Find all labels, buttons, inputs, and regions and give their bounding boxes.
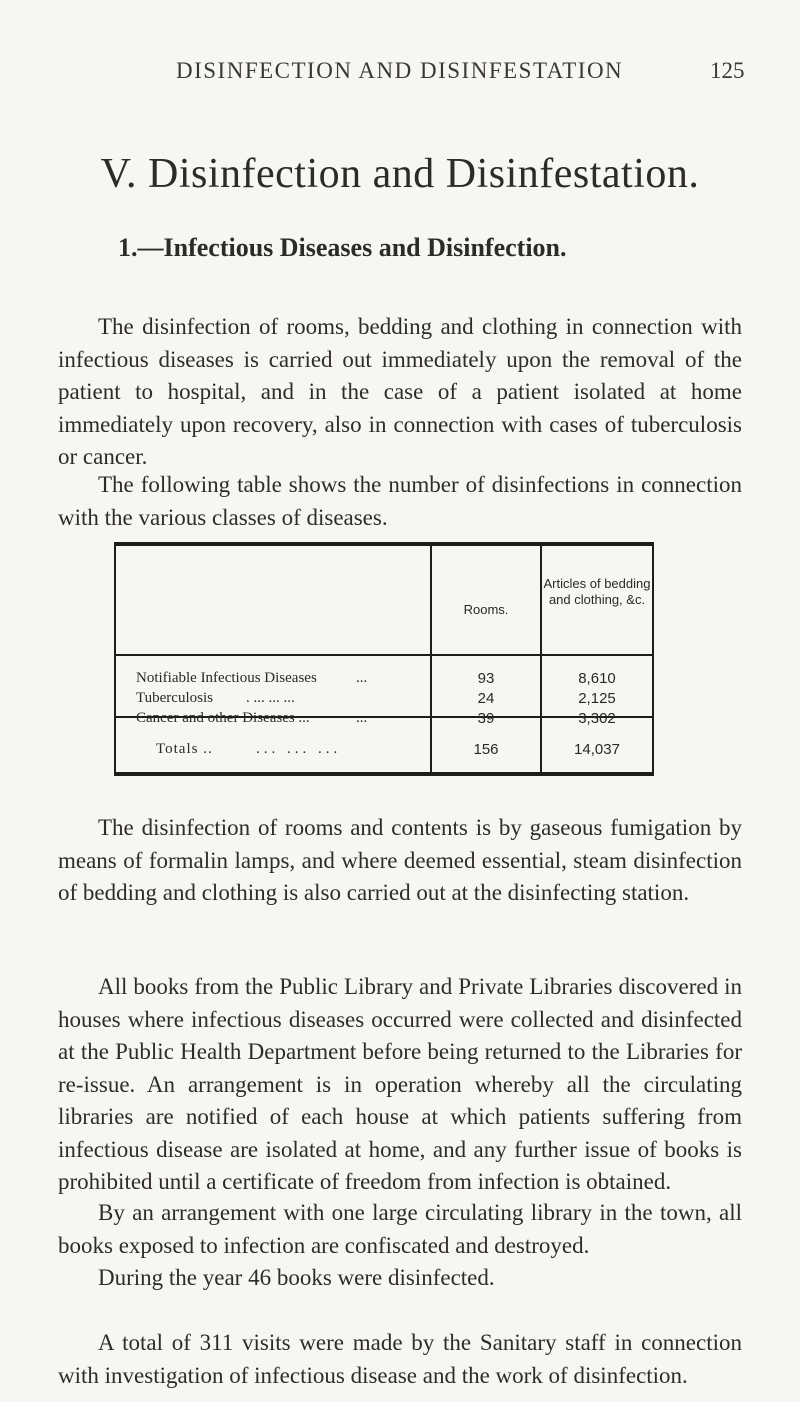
page-number: 125 (710, 58, 745, 83)
articles-value: 2,125 (578, 690, 616, 707)
paragraph-1: The disinfection of rooms, bedding and clothing in connection with infectious diseases is carried out immediately upon the removal of the patient to hospital, and in the case of a patient isolated at home immediately upon recovery, also in connection with cases of tuberculosis or cancer. (58, 314, 742, 469)
totals-articles: 14,037 (574, 741, 620, 758)
paragraph-2: The following table shows the number of disinfections in connection with the various classes of diseases. (58, 472, 742, 530)
header-articles: Articles of bedding and clothing, &c. (543, 576, 651, 607)
paragraph-5: By an arrangement with one large circulating library in the town, all books exposed to infection are confiscated and destroyed. (58, 1200, 742, 1258)
running-title: DISINFECTION AND DISINFESTATION (176, 58, 624, 83)
paragraph-3: The disinfection of rooms and contents is by gaseous fumigation by means of formalin lamps, and where deemed essential, steam disinfection of bedding and clothing is also carried out at the disinfecting station. (58, 815, 742, 905)
row-leader: . ... ... ... (246, 690, 295, 706)
row-leader: ... (356, 670, 368, 686)
chapter-title: V. Disinfection and Disinfestation. (100, 151, 700, 197)
paragraph-4: All books from the Public Library and Private Libraries discovered in houses where infectious diseases occurred were collected and disinfected at the Public Health Department before being returned to the Libraries for re-issue. An arrangement is in operation whereby all the circulating libraries are notified of each house at which patients suffering from infectious disease are isolated at home, and any further issue of books is prohibited until a certificate of freedom from infection is obtained. (58, 974, 742, 1194)
totals-leader: ... ... ... (256, 741, 342, 757)
totals-rooms: 156 (473, 741, 499, 758)
row-label: Tuberculosis (136, 690, 213, 706)
paragraph-6: During the year 46 books were disinfected. (98, 1265, 495, 1290)
rooms-value: 39 (477, 710, 495, 727)
totals-label: Totals .. (156, 741, 213, 757)
running-head (0, 52, 800, 92)
rooms-value: 24 (477, 690, 495, 707)
articles-value: 3,302 (578, 710, 616, 727)
column-divider (430, 546, 432, 772)
paragraph-7: A total of 311 visits were made by the Sanitary staff in connection with investigation of infectious disease and the work of disinfection. (58, 1330, 742, 1388)
row-label: Cancer and other Diseases ... (136, 710, 310, 726)
articles-value: 8,610 (578, 670, 616, 687)
header-rooms: Rooms. (463, 602, 509, 617)
row-leader: ... (356, 710, 368, 726)
disinfection-table (114, 542, 654, 776)
row-divider (116, 654, 652, 656)
row-label: Notifiable Infectious Diseases (136, 670, 317, 686)
section-title: 1.—Infectious Diseases and Disinfection. (118, 233, 567, 262)
rooms-value: 93 (477, 670, 495, 687)
